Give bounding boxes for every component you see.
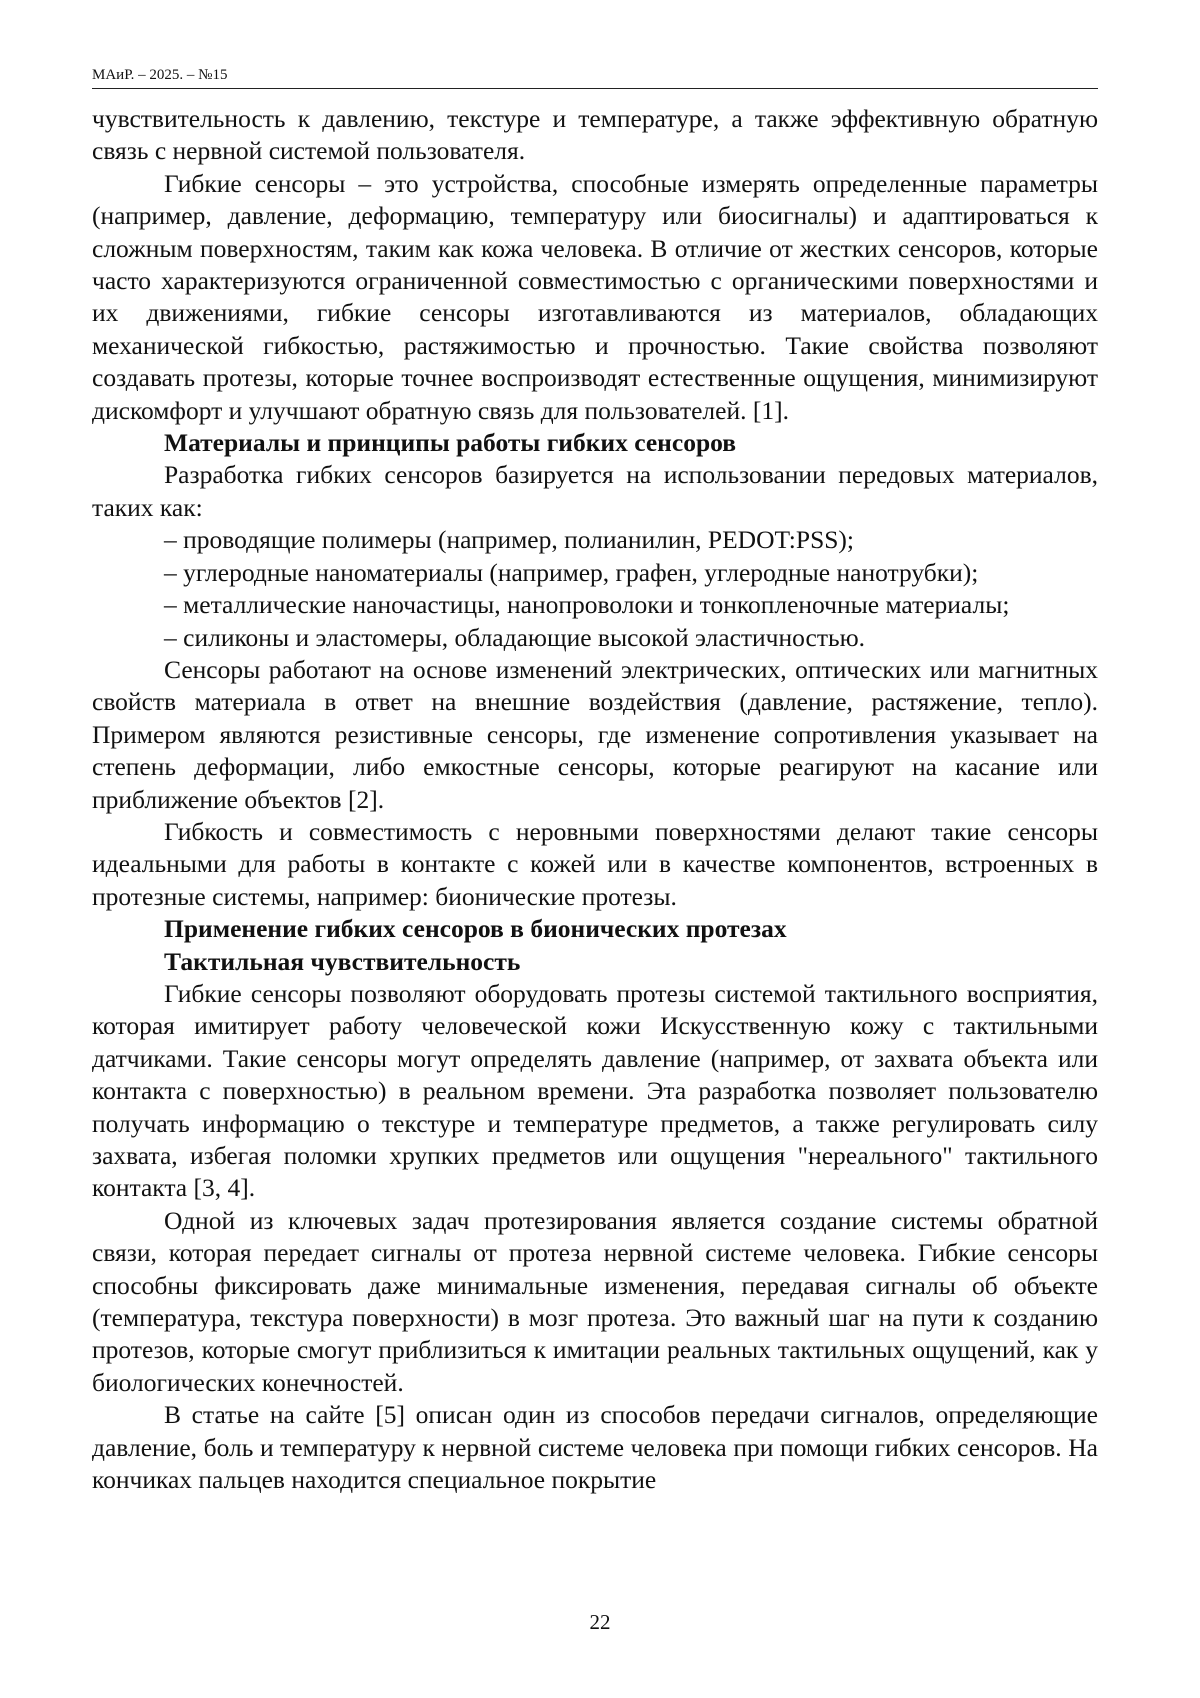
paragraph-principles: Сенсоры работают на основе изменений электрических, оптических или магнитных свойств материала в ответ на внешние воздействия (давление, растяжение, тепло). Примером являются резистивные сенсоры, где изменение сопротивления указывает на степень деформации, либо емкостные сенсоры, которые реагируют на касание или приближение объектов [2]. (92, 654, 1098, 816)
paragraph-article: В статье на сайте [5] описан один из способов передачи сигналов, определяющие давление, боль и температуру к нервной системе человека при помощи гибких сенсоров. На кончиках пальцев находится специальное покрытие (92, 1399, 1098, 1496)
paragraph-feedback: Одной из ключевых задач протезирования является создание системы обратной связи, которая передает сигналы от протеза нервной системе человека. Гибкие сенсоры способны фиксировать даже минимальные изменения, передавая сигналы об объекте (температура, текстура поверхности) в мозг протеза. Это важный шаг на пути к созданию протезов, которые смогут приблизиться к имитации реальных тактильных ощущений, как у биологических конечностей. (92, 1205, 1098, 1399)
running-title: МАиР. – 2025. – №15 (92, 67, 227, 83)
paragraph-intro-end: чувствительность к давлению, текстуре и температуре, а также эффективную обратную связь с нервной системой пользователя. (92, 103, 1098, 168)
paragraph-definition: Гибкие сенсоры – это устройства, способные измерять определенные параметры (например, давление, деформацию, температуру или биосигналы) и адаптироваться к сложным поверхностям, таким как кожа человека. В отличие от жестких сенсоров, которые часто характеризуются ограниченной совместимостью с органическими поверхностями и их движениями, гибкие сенсоры изготавливаются из материалов, обладающих механической гибкостью, растяжимостью и прочностью. Такие свойства позволяют создавать протезы, которые точнее воспроизводят естественные ощущения, минимизируют дискомфорт и улучшают обратную связь для пользователей. [1]. (92, 168, 1098, 427)
page-body (92, 103, 1098, 1496)
section-heading-materials: Материалы и принципы работы гибких сенсоров (92, 427, 1098, 459)
running-header (92, 66, 1098, 89)
list-item: – углеродные наноматериалы (например, графен, углеродные нанотрубки); (92, 557, 1098, 589)
list-item: – силиконы и эластомеры, обладающие высокой эластичностью. (92, 622, 1098, 654)
page-number: 22 (0, 1610, 1200, 1634)
list-item: – металлические наночастицы, нанопроволоки и тонкопленочные материалы; (92, 589, 1098, 621)
paragraph-materials-intro: Разработка гибких сенсоров базируется на использовании передовых материалов, таких как: (92, 459, 1098, 524)
paragraph-tactile: Гибкие сенсоры позволяют оборудовать протезы системой тактильного восприятия, которая имитирует работу человеческой кожи Искусственную кожу с тактильными датчиками. Такие сенсоры могут определять давление (например, от захвата объекта или контакта с поверхностью) в реальном времени. Эта разработка позволяет пользователю получать информацию о текстуре и температуре предметов, а также регулировать силу захвата, избегая поломки хрупких предметов или ощущения "нереального" тактильного контакта [3, 4]. (92, 978, 1098, 1205)
list-item: – проводящие полимеры (например, полианилин, PEDOT:PSS); (92, 524, 1098, 556)
paragraph-flexibility: Гибкость и совместимость с неровными поверхностями делают такие сенсоры идеальными для работы в контакте с кожей или в качестве компонентов, встроенных в протезные системы, например: бионические протезы. (92, 816, 1098, 913)
subsection-heading-tactile: Тактильная чувствительность (92, 946, 1098, 978)
section-heading-application: Применение гибких сенсоров в бионических протезах (92, 913, 1098, 945)
